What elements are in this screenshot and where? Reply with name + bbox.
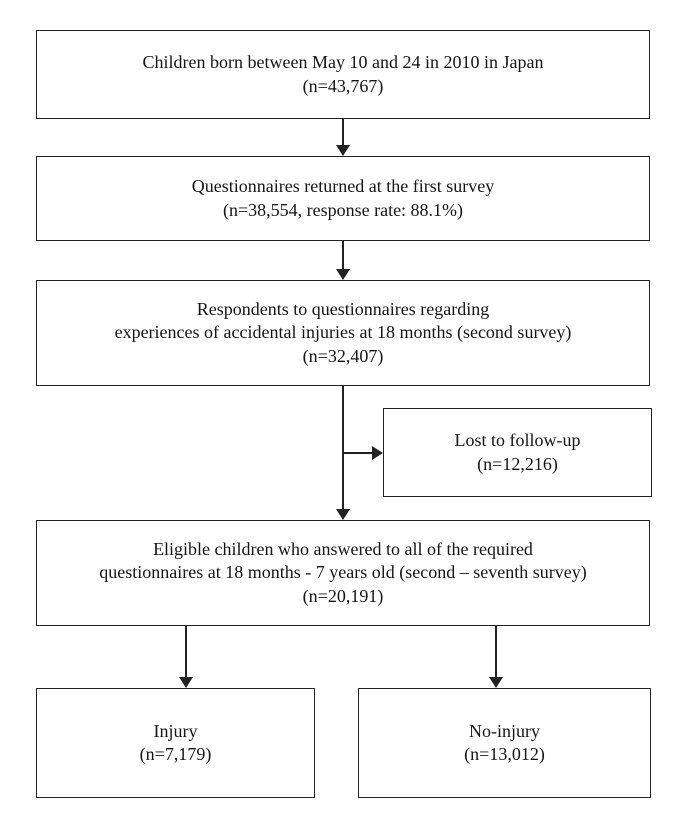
box-lost-followup-line-2: (n=12,216) (477, 453, 558, 474)
box-eligible-line-1: Eligible children who answered to all of the required (153, 538, 533, 559)
box-first-survey (36, 156, 650, 241)
arrow-line-first-survey-to-second-survey (342, 241, 344, 269)
box-second-survey-line-1: Respondents to questionnaires regarding (196, 298, 490, 319)
box-second-survey-line-2: experiences of accidental injuries at 18 months (second survey) (114, 322, 572, 343)
box-eligible (36, 520, 650, 626)
box-no-injury (358, 688, 651, 798)
box-population-line-2: (n=43,767) (302, 75, 384, 96)
arrowhead-down-icon (336, 509, 350, 520)
box-second-survey-line-3: (n=32,407) (302, 345, 384, 366)
arrowhead-right-icon (372, 446, 383, 460)
box-first-survey-line-1: Questionnaires returned at the first survey (191, 176, 495, 197)
box-eligible-line-3: (n=20,191) (302, 585, 384, 606)
box-lost-followup-line-1: Lost to follow-up (454, 430, 581, 451)
box-no-injury-line-2: (n=13,012) (464, 744, 545, 764)
box-second-survey (36, 280, 650, 386)
arrowhead-down-icon (336, 145, 350, 156)
arrow-line-population-to-first-survey (342, 119, 344, 146)
box-first-survey-line-2: (n=38,554, response rate: 88.1%) (222, 199, 464, 220)
arrow-line-second-survey-to-eligible (342, 386, 344, 509)
arrowhead-down-icon (179, 677, 193, 688)
box-lost-followup (383, 408, 652, 497)
box-population (36, 30, 650, 119)
arrow-line-branch-lost-followup (343, 452, 372, 454)
arrowhead-down-icon (336, 269, 350, 280)
arrow-line-eligible-to-injury (185, 626, 187, 677)
arrow-line-eligible-to-no-injury (495, 626, 497, 677)
box-injury-line-2: (n=7,179) (139, 744, 212, 764)
box-injury (36, 688, 315, 798)
box-no-injury-line-1: No-injury (469, 720, 540, 741)
box-injury-line-1: Injury (153, 720, 198, 741)
box-eligible-line-2: questionnaires at 18 months - 7 years old (second – seventh survey) (99, 562, 587, 583)
box-population-line-1: Children born between May 10 and 24 in 2010 in Japan (142, 52, 544, 73)
arrowhead-down-icon (489, 677, 503, 688)
